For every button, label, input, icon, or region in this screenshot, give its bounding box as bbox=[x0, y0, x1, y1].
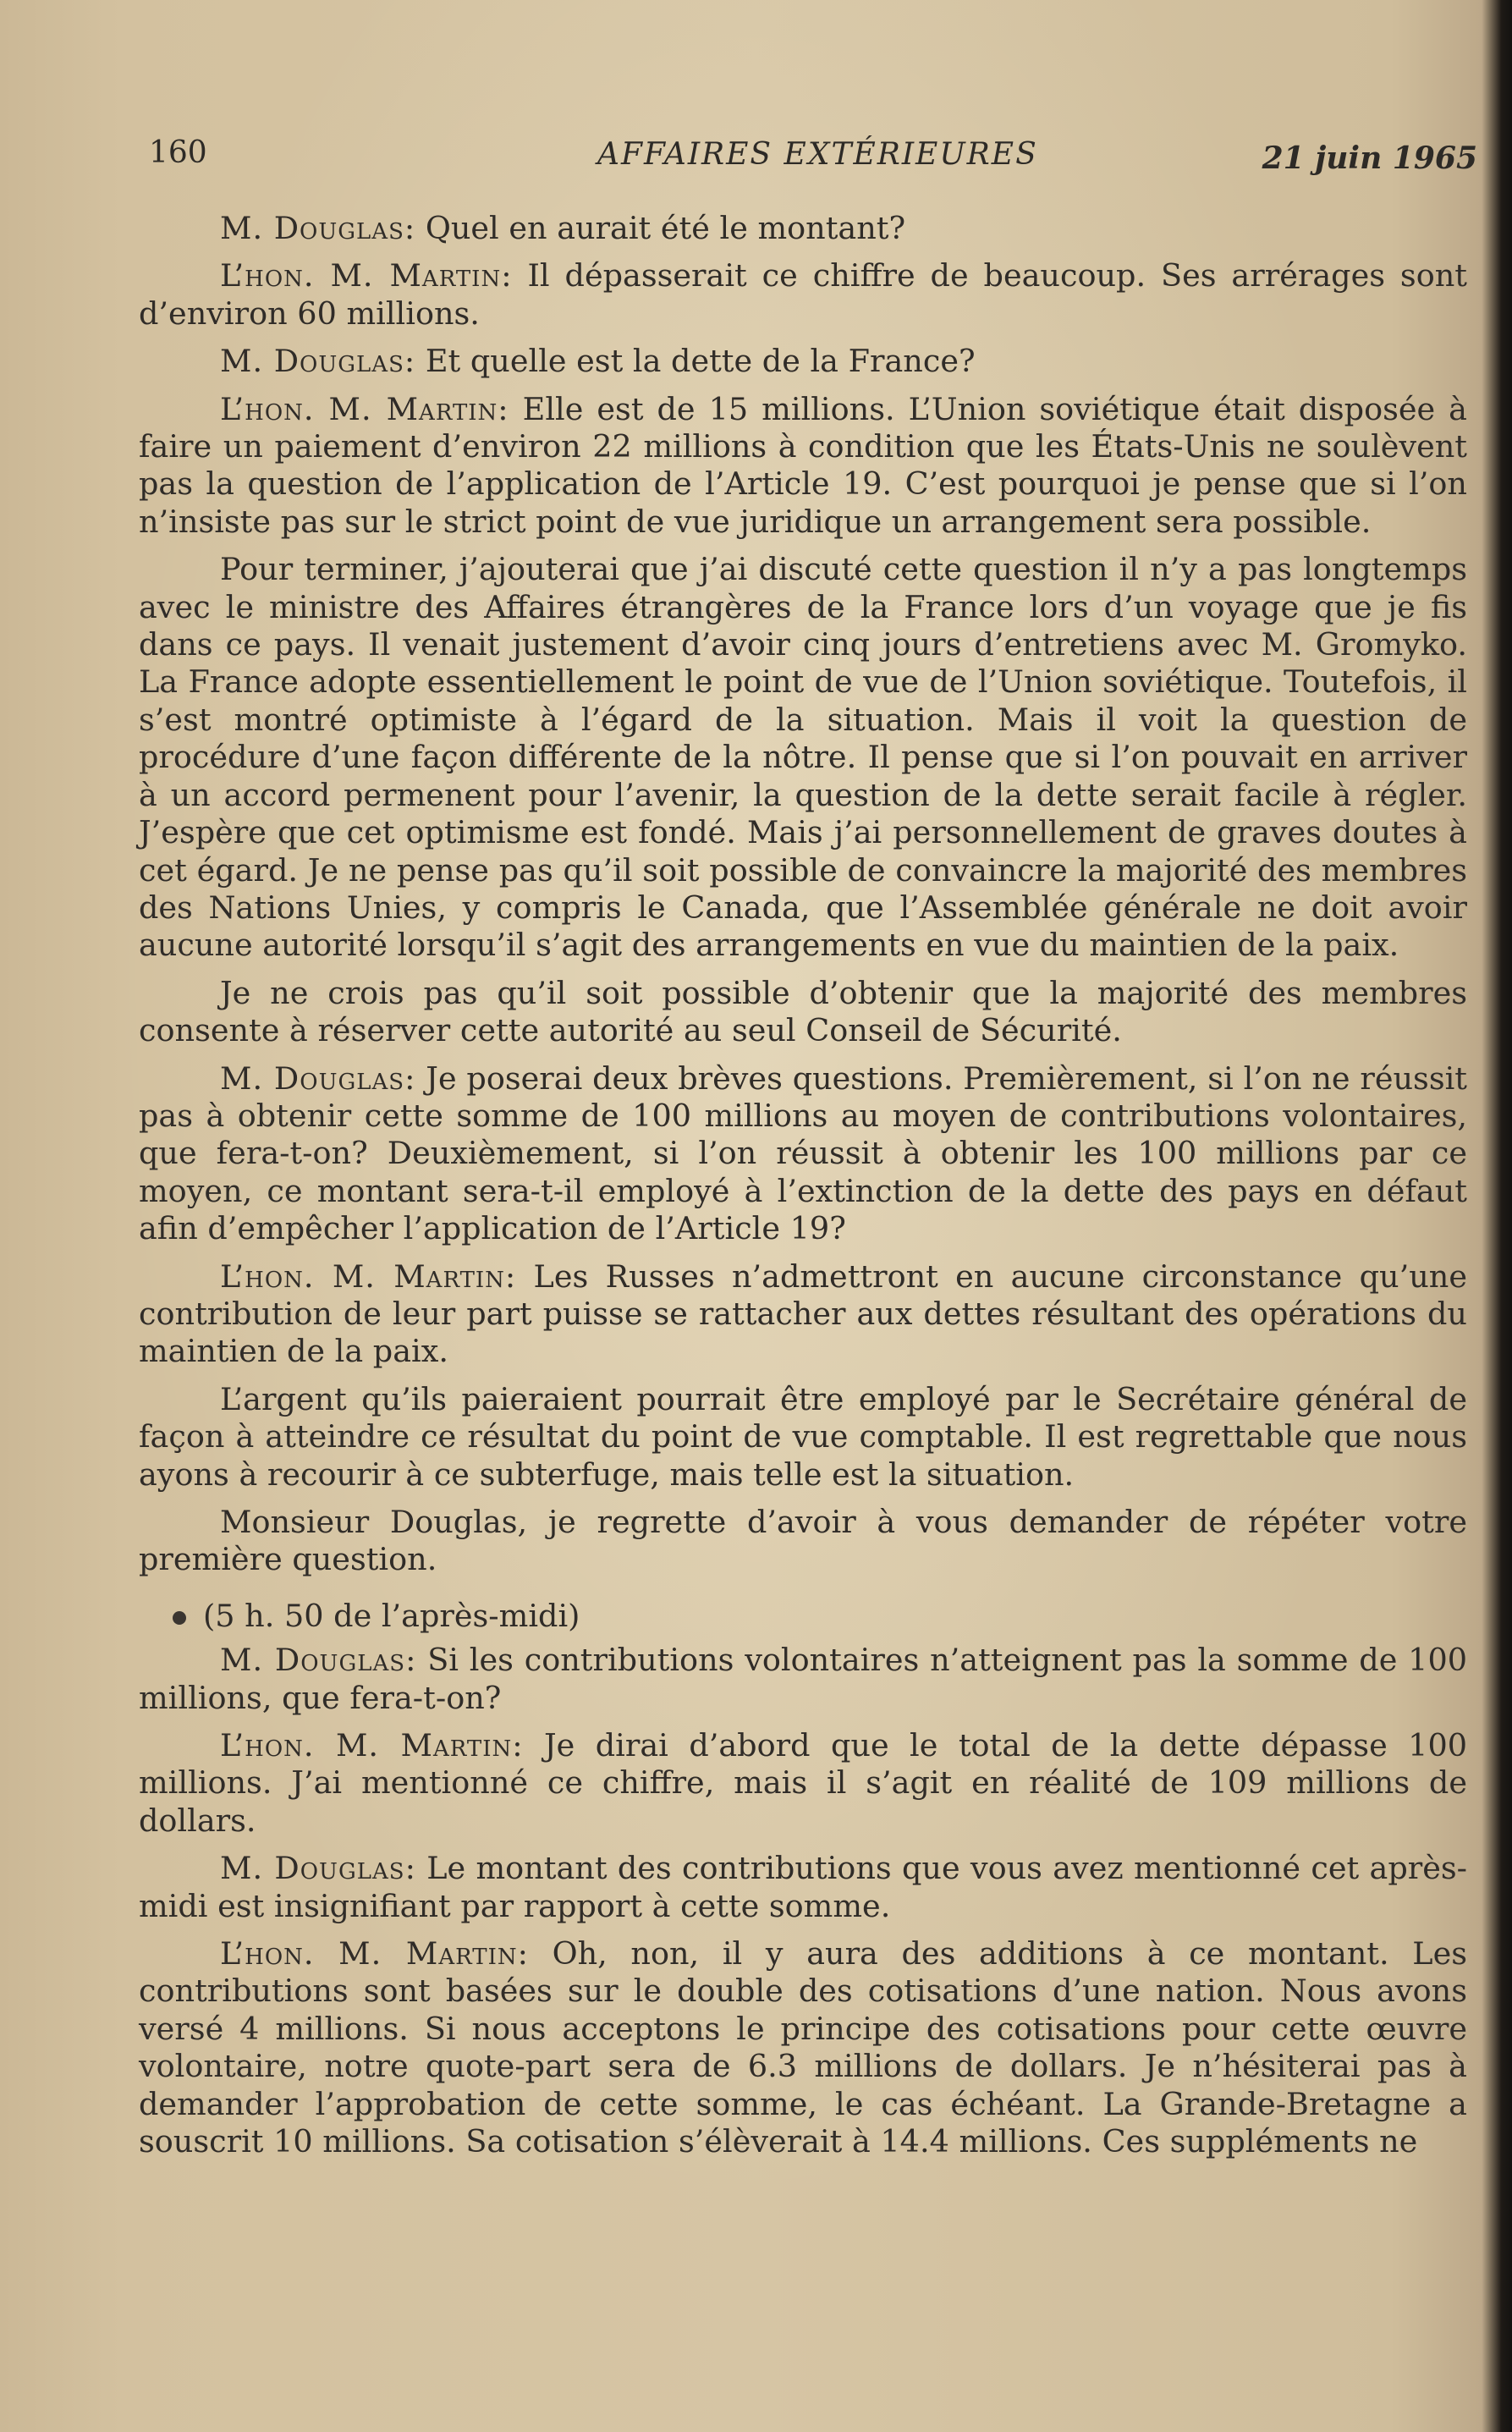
paragraph bbox=[139, 1850, 1467, 1925]
body-text bbox=[139, 210, 1467, 2171]
paragraph-text: Il dépasserait ce chiffre de beaucoup. Ses arrérages sont d’environ 60 millions. bbox=[139, 257, 1467, 332]
paragraph bbox=[139, 1258, 1467, 1371]
paragraph bbox=[139, 343, 1467, 380]
paragraph bbox=[139, 975, 1467, 1050]
paragraph bbox=[139, 1381, 1467, 1494]
speaker-name: L’hon. M. Martin: bbox=[220, 257, 513, 294]
paragraph bbox=[139, 1935, 1467, 2160]
paragraph bbox=[139, 1504, 1467, 1579]
paragraph bbox=[139, 210, 1467, 247]
paragraph-text: Et quelle est la dette de la France? bbox=[415, 343, 976, 380]
paragraph-text: Quel en aurait été le montant? bbox=[415, 210, 906, 246]
speaker-name: L’hon. M. Martin: bbox=[220, 1935, 529, 1973]
speaker-name: M. Douglas: bbox=[220, 1850, 416, 1887]
speaker-name: M. Douglas: bbox=[220, 343, 416, 380]
bullet-icon bbox=[173, 1611, 186, 1625]
speaker-name: L’hon. M. Martin: bbox=[220, 390, 509, 427]
paragraph bbox=[139, 391, 1467, 542]
paragraph bbox=[139, 257, 1467, 333]
page-number: 160 bbox=[149, 135, 207, 170]
speaker-name: L’hon. M. Martin: bbox=[220, 1727, 524, 1764]
paragraph bbox=[139, 551, 1467, 964]
paragraph-text: Je dirai d’abord que le total de la dette dépasse 100 millions. J’ai mentionné ce chiffre, mais il s’agit en réalité de 109 millions de dollars. bbox=[139, 1727, 1468, 1839]
time-marker bbox=[139, 1598, 1467, 1635]
speaker-name: M. Douglas: bbox=[220, 1642, 417, 1679]
paragraph-text: Oh, non, il y aura des additions à ce montant. Les contributions sont basées sur le double des cotisations d’une nation. Nous avons versé 4 millions. Si nous acceptons le principe des cotisations pour cette œuvre volontaire, notre quote-part sera de 6.3 millions de dollars. Je n’hésiterai pas à demander l’approbation de cette somme, le cas échéant. La Grande-Bretagne a souscrit 10 millions. Sa cotisation s’élèverait à 14.4 millions. Ces suppléments ne bbox=[139, 1935, 1467, 2160]
paragraph-text: Pour terminer, j’ajouterai que j’ai discuté cette question il n’y a pas longtemps avec le ministre des Affaires étrangères de la France lors d’un voyage que je fis dans ce pays. Il venait justement d’avoir cinq jours d’entretiens avec M. Gromyko. La France adopte essentiellement le point de vue de l’Union soviétique. Toutefois, il s’est montré optimiste à l’égard de la situation. Mais il voit la question de procédure d’une façon différente de la nôtre. Il pense que si l’on pouvait en arriver à un accord permenent pour l’avenir, la question de la dette serait facile à régler. J’espère que cet optimisme est fondé. Mais j’ai personnellement de graves doutes à cet égard. Je ne pense pas qu’il soit possible de convaincre la majorité des membres des Nations Unies, y compris le Canada, que l’Assemblée générale ne doit avoir aucune autorité lorsqu’il s’agit des arrangements en vue du maintien de la paix. bbox=[139, 551, 1467, 964]
paragraph-text: Si les contributions volontaires n’atteignent pas la somme de 100 millions, que fera-t-on? bbox=[139, 1642, 1467, 1716]
speaker-name: L’hon. M. Martin: bbox=[220, 1257, 517, 1295]
paragraph bbox=[139, 1642, 1467, 1717]
speaker-name: M. Douglas: bbox=[220, 210, 416, 246]
running-header bbox=[149, 135, 1477, 183]
speaker-name: M. Douglas: bbox=[220, 1059, 416, 1097]
paragraph bbox=[139, 1727, 1467, 1840]
paragraph-text: Monsieur Douglas, je regrette d’avoir à vous demander de répéter votre première question. bbox=[139, 1504, 1467, 1578]
paragraph-text: Je poserai deux brèves questions. Premièrement, si l’on ne réussit pas à obtenir cette somme de 100 millions au moyen de contributions volontaires, que fera-t-on? Deuxièmement, si l’on réussit à obtenir les 100 millions par ce moyen, ce montant sera-t-il employé à l’extinction de la dette des pays en défaut afin d’empêcher l’application de l’Article 19? bbox=[139, 1059, 1468, 1247]
paragraph-text: Je ne crois pas qu’il soit possible d’obtenir que la majorité des membres consente à réserver cette autorité au seul Conseil de Sécurité. bbox=[139, 974, 1467, 1049]
running-date: 21 juin 1965 bbox=[1262, 140, 1477, 176]
time-marker-text: (5 h. 50 de l’après-midi) bbox=[203, 1597, 580, 1634]
running-title: AFFAIRES EXTÉRIEURES bbox=[597, 137, 1038, 172]
paragraph-text: Les Russes n’admettront en aucune circonstance qu’une contribution de leur part puisse se rattacher aux dettes résultant des opérations du maintien de la paix. bbox=[139, 1257, 1467, 1370]
paragraph bbox=[139, 1060, 1467, 1248]
paragraph-text: Elle est de 15 millions. L’Union soviétique était disposée à faire un paiement d’environ 22 millions à condition que les États-Unis ne soulèvent pas la question de l’application de l’Article 19. C’est pourquoi je pense que si l’on n’insiste pas sur le strict point de vue juridique un arrangement sera possible. bbox=[139, 390, 1467, 540]
paragraph-text: Le montant des contributions que vous avez mentionné cet après-midi est insignifiant par rapport à cette somme. bbox=[139, 1850, 1467, 1924]
paragraph-text: L’argent qu’ils paieraient pourrait être employé par le Secrétaire général de façon à atteindre ce résultat du point de vue comptable. Il est regrettable que nous ayons à recourir à ce subterfuge, mais telle est la situation. bbox=[139, 1380, 1467, 1493]
